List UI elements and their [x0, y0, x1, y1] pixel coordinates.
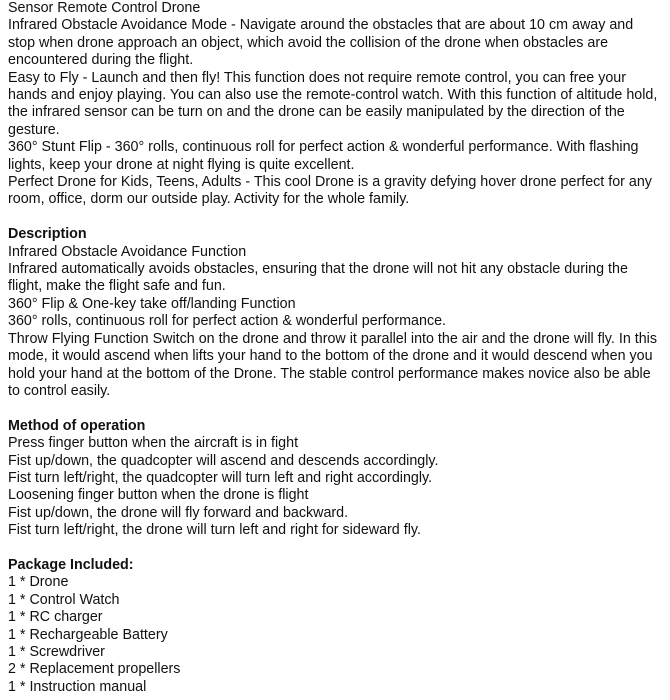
- description-line: 360° Flip & One-key take off/landing Function: [8, 295, 296, 312]
- intro-paragraph: Perfect Drone for Kids, Teens, Adults - This cool Drone is a gravity defying hover drone perfect for any room, office, dorm our outside play. Activity for the whole family.: [8, 174, 652, 208]
- section-spacer: [8, 400, 664, 417]
- description-line: Throw Flying Function Switch on the drone and throw it parallel into the air and the drone will fly. In this mode, it would ascend when lifts your hand to the bottom of the drone and it would descend when you hold your hand at the bottom of the Drone. The stable control performance makes novice also be able to control easily.: [8, 330, 657, 399]
- package-heading: Package Included:: [8, 556, 134, 573]
- description-line: 360° rolls, continuous roll for perfect action & wonderful performance.: [8, 313, 447, 330]
- package-item: 1 * Control Watch: [8, 591, 120, 608]
- operation-line: Fist up/down, the drone will fly forward and backward.: [8, 504, 349, 521]
- intro-paragraph: 360° Stunt Flip - 360° rolls, continuous roll for perfect action & wonderful performance. With flashing lights, keep your drone at night flying is quite excellent.: [8, 139, 639, 173]
- package-item: 1 * Instruction manual: [8, 678, 147, 695]
- package-item: 2 * Replacement propellers: [8, 661, 181, 678]
- product-description: [8, 0, 664, 696]
- product-title: Sensor Remote Control Drone: [8, 0, 201, 16]
- section-spacer: [8, 209, 664, 226]
- description-heading: Description: [8, 226, 87, 243]
- package-item: 1 * Screwdriver: [8, 643, 105, 660]
- section-spacer: [8, 540, 664, 557]
- operation-line: Fist up/down, the quadcopter will ascend and descends accordingly.: [8, 452, 439, 469]
- operation-line: Press finger button when the aircraft is in fight: [8, 435, 299, 452]
- description-line: Infrared automatically avoids obstacles, ensuring that the drone will not hit any obstacle during the flight, make the flight safe and fun.: [8, 261, 628, 295]
- package-item: 1 * RC charger: [8, 609, 103, 626]
- package-item: 1 * Drone: [8, 574, 69, 591]
- operation-line: Loosening finger button when the drone is flight: [8, 487, 309, 504]
- intro-paragraph: Infrared Obstacle Avoidance Mode - Navigate around the obstacles that are about 10 cm away and stop when drone approach an object, which avoid the collision of the drone when obstacles are encountered during the flight.: [8, 17, 634, 69]
- intro-paragraph: Easy to Fly - Launch and then fly! This function does not require remote control, you can free your hands and enjoy playing. You can also use the remote-control watch. With this function of altitude hold, the infrared sensor can be turn on and the drone can be easily manipulated by the direction of the gesture.: [8, 69, 658, 138]
- operation-line: Fist turn left/right, the quadcopter will turn left and right accordingly.: [8, 469, 433, 486]
- package-item: 1 * Rechargeable Battery: [8, 626, 168, 643]
- description-line: Infrared Obstacle Avoidance Function: [8, 243, 247, 260]
- operation-line: Fist turn left/right, the drone will turn left and right for sideward fly.: [8, 522, 421, 539]
- operation-heading: Method of operation: [8, 417, 146, 434]
